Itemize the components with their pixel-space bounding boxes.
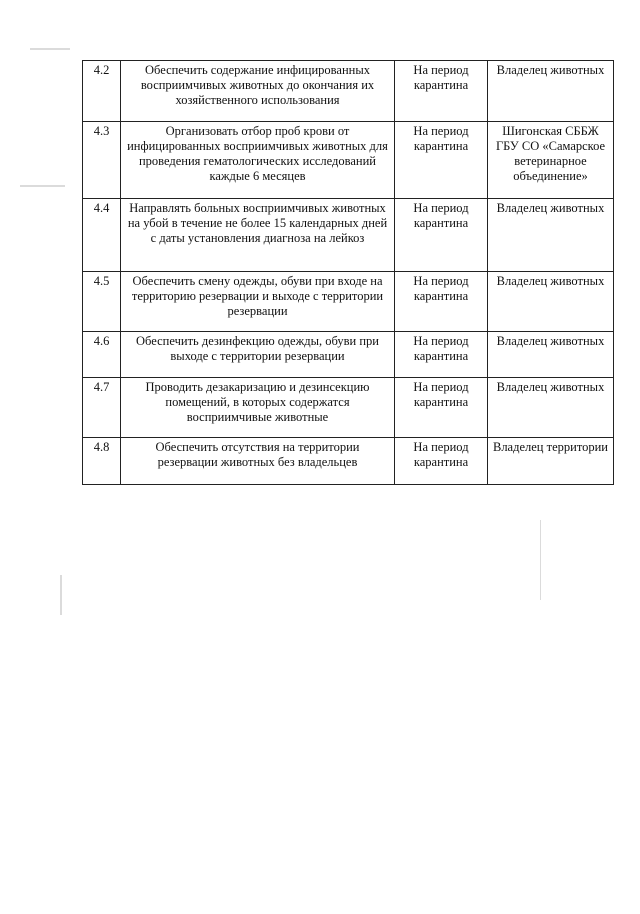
scan-speck [540,520,541,600]
row-responsible: Владелец животных [488,332,614,378]
row-period: На период карантина [395,122,488,199]
row-action: Направлять больных восприимчивых животных на убой в течение не более 15 календарных дней с даты установления диагноза на лейкоз [121,199,395,272]
row-number: 4.5 [83,272,121,332]
row-number: 4.7 [83,378,121,438]
scan-speck [30,48,70,50]
row-period: На период карантина [395,199,488,272]
row-period: На период карантина [395,438,488,485]
row-period: На период карантина [395,332,488,378]
scan-speck [60,575,62,615]
row-number: 4.4 [83,199,121,272]
table-row [83,378,614,438]
measures-table [82,60,614,485]
row-action: Организовать отбор проб крови от инфицированных восприимчивых животных для проведения гематологических исследований каждые 6 месяцев [121,122,395,199]
row-period: На период карантина [395,378,488,438]
row-number: 4.2 [83,61,121,122]
row-action: Проводить дезакаризацию и дезинсекцию помещений, в которых содержатся восприимчивые животные [121,378,395,438]
table-row [83,272,614,332]
row-action: Обеспечить дезинфекцию одежды, обуви при выходе с территории резервации [121,332,395,378]
row-responsible: Владелец животных [488,61,614,122]
row-number: 4.8 [83,438,121,485]
table-row [83,199,614,272]
row-responsible: Владелец животных [488,272,614,332]
table-row [83,61,614,122]
row-action: Обеспечить отсутствия на территории резервации животных без владельцев [121,438,395,485]
scan-speck [20,185,65,187]
row-period: На период карантина [395,61,488,122]
row-action: Обеспечить содержание инфицированных восприимчивых животных до окончания их хозяйственного использования [121,61,395,122]
row-number: 4.6 [83,332,121,378]
row-responsible: Владелец территории [488,438,614,485]
table-row [83,332,614,378]
row-number: 4.3 [83,122,121,199]
row-responsible: Владелец животных [488,378,614,438]
table-row [83,438,614,485]
table-row [83,122,614,199]
row-period: На период карантина [395,272,488,332]
row-responsible: Владелец животных [488,199,614,272]
row-responsible: Шигонская СББЖ ГБУ СО «Самарское ветеринарное объединение» [488,122,614,199]
row-action: Обеспечить смену одежды, обуви при входе на территорию резервации и выходе с территории резервации [121,272,395,332]
